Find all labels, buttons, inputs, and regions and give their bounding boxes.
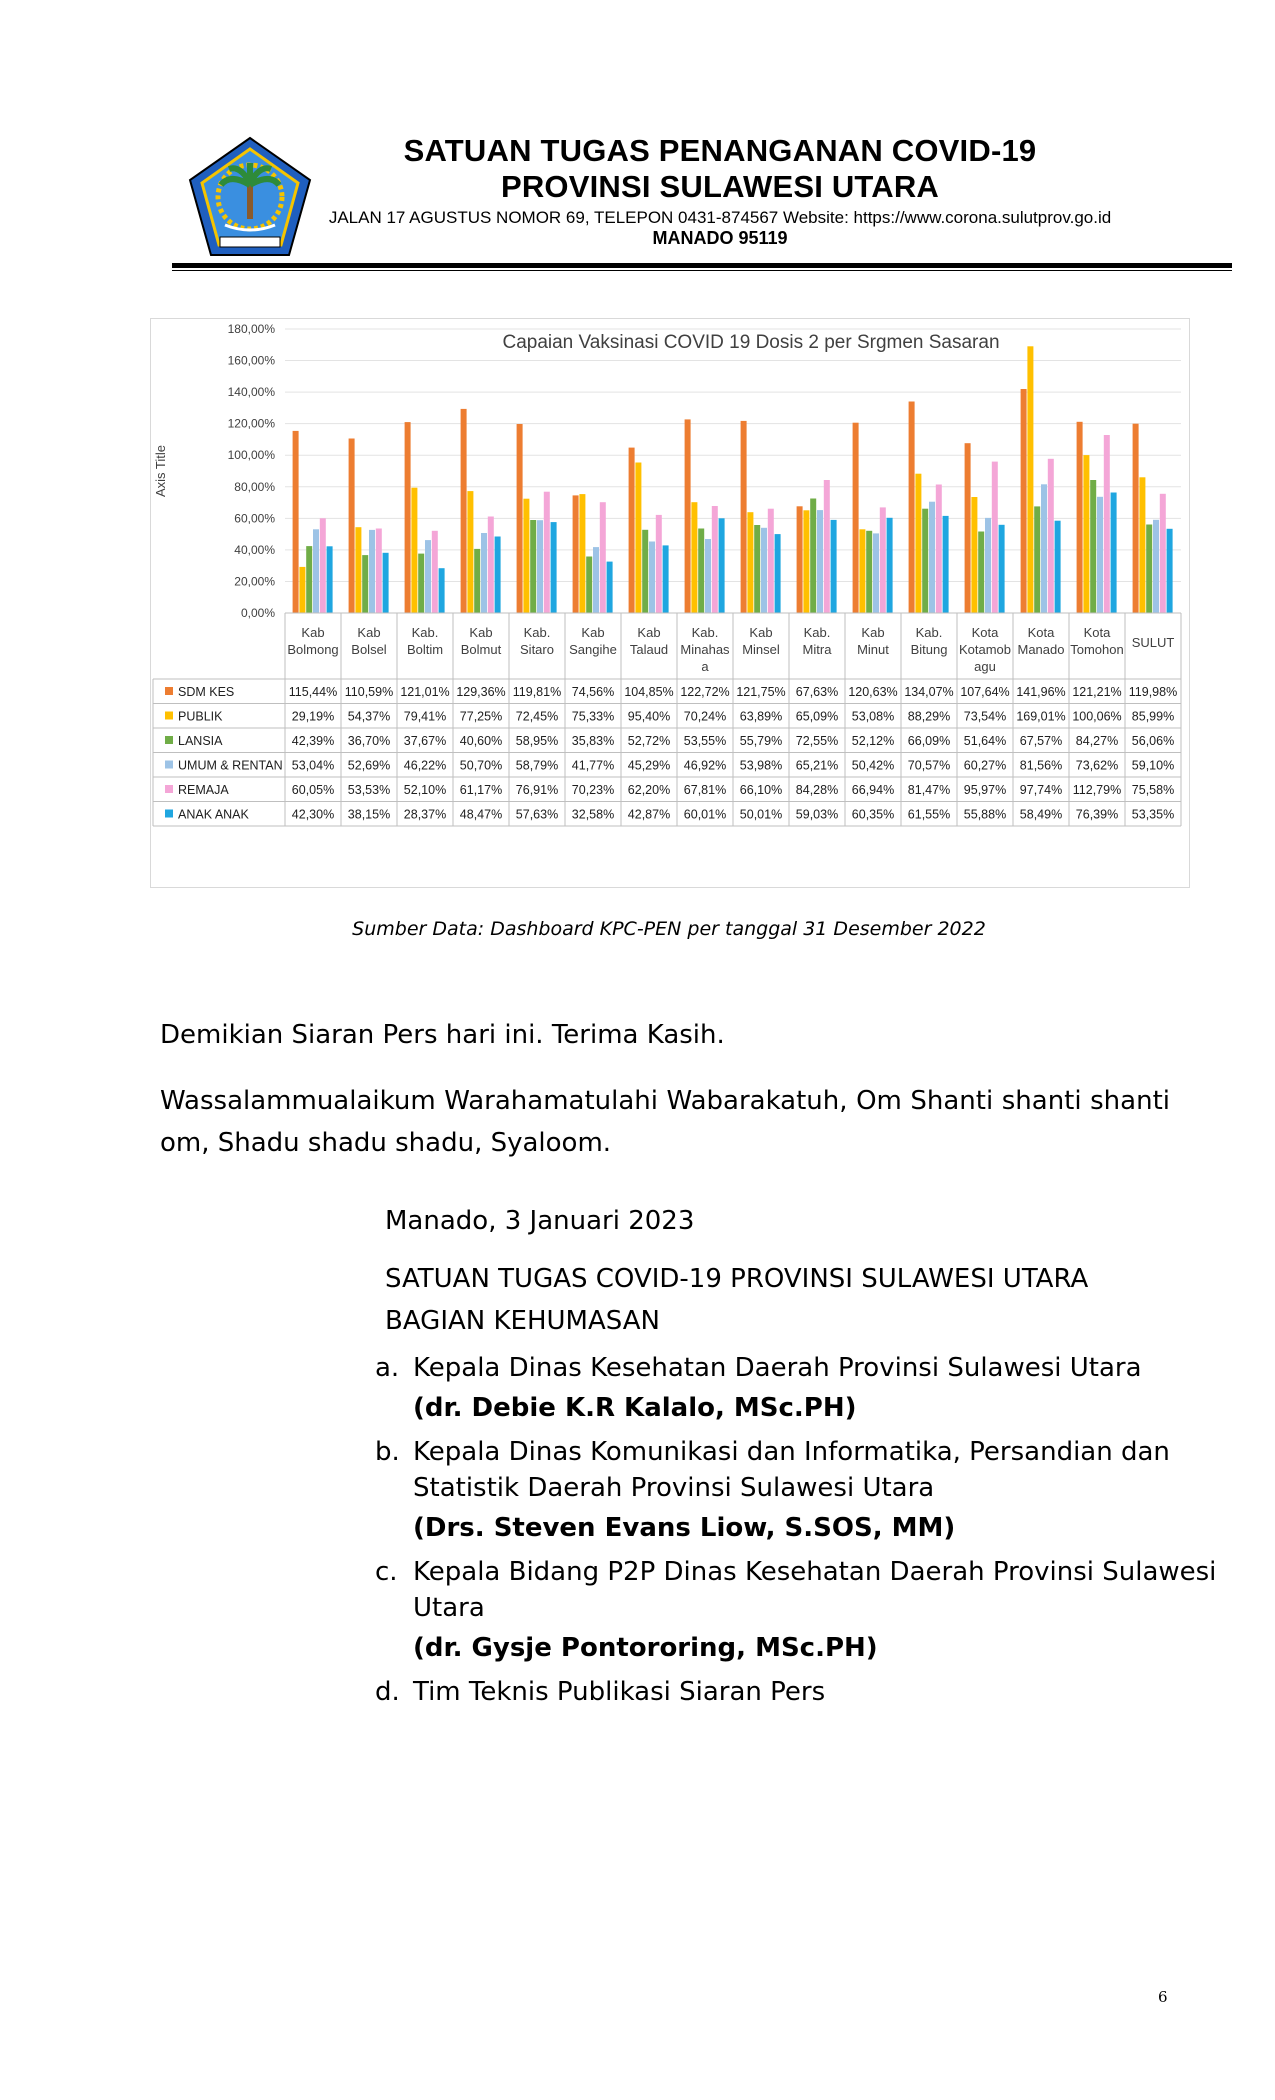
bar <box>1153 520 1159 613</box>
data-label: 74,56% <box>571 685 615 699</box>
bar <box>405 422 411 613</box>
category-label: Kab. <box>411 625 439 640</box>
bar <box>985 518 991 613</box>
signatory-role: Tim Teknis Publikasi Siaran Pers <box>413 1677 826 1707</box>
y-tick-label: 140,00% <box>227 385 275 400</box>
legend-label: SDM KES <box>178 685 235 699</box>
bar <box>1090 480 1096 613</box>
data-label: 104,85% <box>624 685 674 699</box>
data-label: 65,21% <box>795 758 839 773</box>
letterhead-city: MANADO 95119 <box>652 228 788 248</box>
data-label: 84,27% <box>1075 734 1119 748</box>
bar <box>965 443 971 613</box>
data-label: 52,10% <box>403 783 447 797</box>
bar <box>873 533 879 613</box>
data-label: 122,72% <box>680 685 730 699</box>
data-label: 35,83% <box>571 734 615 748</box>
data-label: 66,94% <box>851 783 895 797</box>
bar <box>1104 435 1110 613</box>
bar <box>992 462 998 613</box>
bar <box>866 531 872 613</box>
data-label: 112,79% <box>1072 783 1122 797</box>
data-label: 52,12% <box>851 734 895 748</box>
data-label: 42,87% <box>627 807 671 822</box>
bar <box>523 499 529 613</box>
bar <box>1133 424 1139 613</box>
letterhead-address: JALAN 17 AGUSTUS NOMOR 69, TELEPON 0431-874567 Website: https://www.corona.sulutprov.go.id <box>328 208 1112 227</box>
data-label: 62,20% <box>627 783 671 797</box>
bar <box>831 520 837 613</box>
y-axis-title: Axis Title <box>153 444 168 498</box>
data-label: 67,63% <box>795 685 839 699</box>
data-label: 45,29% <box>627 758 671 773</box>
letterhead-title-line1: SATUAN TUGAS PENANGANAN COVID-19 <box>403 133 1037 168</box>
data-label: 81,56% <box>1019 758 1063 773</box>
place-date: Manado, 3 Januari 2023 <box>385 1206 695 1236</box>
legend-swatch <box>165 687 173 695</box>
bar <box>369 530 375 613</box>
data-label: 55,88% <box>963 807 1007 822</box>
bar <box>649 542 655 614</box>
category-label: Kab <box>637 625 661 640</box>
bar <box>607 562 613 613</box>
bar <box>887 518 893 613</box>
bar <box>376 529 382 614</box>
y-tick-label: 160,00% <box>227 353 275 368</box>
list-marker: d. <box>375 1677 400 1707</box>
bar <box>929 502 935 613</box>
organization-line1: SATUAN TUGAS COVID-19 PROVINSI SULAWESI UTARA <box>385 1264 1089 1294</box>
bar <box>586 557 592 614</box>
data-label: 115,44% <box>288 685 338 699</box>
letterhead-divider-thick <box>172 263 1232 268</box>
bar <box>824 480 830 613</box>
bar <box>1021 389 1027 613</box>
organization-line2: BAGIAN KEHUMASAN <box>385 1306 660 1336</box>
data-label: 52,72% <box>627 734 671 748</box>
bar <box>685 419 691 613</box>
data-label: 42,39% <box>291 734 335 748</box>
data-label: 72,45% <box>515 709 559 724</box>
data-label: 59,10% <box>1131 758 1175 773</box>
data-label: 60,01% <box>683 807 727 822</box>
category-label: Bitung <box>910 642 948 657</box>
data-label: 65,09% <box>795 709 839 724</box>
bar <box>1027 346 1033 613</box>
greeting-paragraph: Wassalammualaikum Warahamatulahi Wabarakatuh, Om Shanti shanti shanti om, Shadu shadu shadu, Syaloom. <box>160 1086 1170 1158</box>
bar <box>922 509 928 613</box>
bar <box>853 423 859 613</box>
data-label: 66,09% <box>907 734 951 748</box>
category-label: Kab <box>301 625 325 640</box>
bar <box>1034 506 1040 613</box>
bar <box>579 494 585 613</box>
data-label: 60,27% <box>963 758 1007 773</box>
signatory-name: (dr. Gysje Pontororing, MSc.PH) <box>413 1633 878 1663</box>
category-label: Kab <box>861 625 885 640</box>
data-label: 59,03% <box>795 807 839 822</box>
data-label: 84,28% <box>795 783 839 797</box>
data-label: 58,95% <box>515 734 559 748</box>
bar <box>362 555 368 613</box>
data-label: 29,19% <box>291 709 335 724</box>
list-marker: c. <box>375 1557 398 1587</box>
data-label: 76,39% <box>1075 807 1119 822</box>
data-label: 56,06% <box>1131 734 1175 748</box>
data-label: 100,06% <box>1072 709 1122 724</box>
data-label: 53,53% <box>347 783 391 797</box>
data-label: 169,01% <box>1016 709 1066 724</box>
y-tick-label: 80,00% <box>234 479 275 494</box>
bar <box>775 534 781 613</box>
bar <box>691 502 697 613</box>
data-label: 38,15% <box>347 807 391 822</box>
bar <box>355 527 361 613</box>
signatory-item <box>375 1434 1225 1546</box>
category-label: Kab. <box>915 625 943 640</box>
bar <box>1041 484 1047 613</box>
bar <box>635 463 641 614</box>
bar <box>656 515 662 613</box>
y-tick-label: 180,00% <box>227 322 275 336</box>
vaccination-chart <box>150 318 1190 888</box>
data-label: 119,81% <box>512 685 562 699</box>
y-tick-label: 120,00% <box>227 416 275 431</box>
data-label: 55,79% <box>739 734 783 748</box>
bar <box>1160 494 1166 613</box>
data-label: 79,41% <box>403 709 447 724</box>
data-label: 50,01% <box>739 807 783 822</box>
bar <box>978 532 984 614</box>
bar <box>461 409 467 613</box>
signatory-role: Kepala Dinas Komunikasi dan Informatika, Persandian dan Statistik Daerah Provinsi Sulawesi Utara <box>413 1437 1170 1503</box>
bar <box>418 554 424 613</box>
bar <box>1139 477 1145 613</box>
category-label: Minsel <box>742 642 780 657</box>
bar <box>537 520 543 613</box>
bar <box>768 509 774 613</box>
bar <box>432 531 438 613</box>
bar <box>642 530 648 613</box>
data-label: 107,64% <box>960 685 1010 699</box>
category-label: Boltim <box>406 642 444 657</box>
bar <box>936 485 942 614</box>
category-label: Minut <box>857 642 889 657</box>
data-label: 110,59% <box>344 685 394 699</box>
bar <box>573 495 579 613</box>
data-label: 76,91% <box>515 783 559 797</box>
legend-label: LANSIA <box>178 734 223 748</box>
data-label: 58,79% <box>515 758 559 773</box>
category-label: Kota <box>1027 625 1055 640</box>
data-label: 73,62% <box>1075 758 1119 773</box>
chart-source-note: Sumber Data: Dashboard KPC-PEN per tanggal 31 Desember 2022 <box>352 918 986 940</box>
bar <box>915 474 921 613</box>
y-tick-label: 100,00% <box>227 448 275 463</box>
bar <box>383 553 389 613</box>
data-label: 63,89% <box>739 709 783 724</box>
chart-title: Capaian Vaksinasi COVID 19 Dosis 2 per Srgmen Sasaran <box>502 332 1000 353</box>
data-label: 88,29% <box>907 709 951 724</box>
data-label: 121,75% <box>736 685 786 699</box>
y-tick-label: 60,00% <box>234 511 275 526</box>
category-label: Minahas <box>680 642 730 657</box>
data-label: 141,96% <box>1016 685 1066 699</box>
data-label: 46,22% <box>403 758 447 773</box>
data-label: 36,70% <box>347 734 391 748</box>
page-number: 6 <box>1158 1988 1168 2006</box>
category-label: Kab. <box>803 625 831 640</box>
bar <box>474 549 480 613</box>
province-emblem-logo <box>185 135 315 260</box>
bar <box>761 528 767 613</box>
bar <box>719 518 725 613</box>
bar <box>320 518 326 613</box>
legend-label: PUBLIK <box>178 709 223 724</box>
bar <box>999 525 1005 613</box>
bar <box>306 546 312 613</box>
signature-block <box>375 1200 1225 1718</box>
category-label: Bolsel <box>351 642 387 657</box>
y-tick-label: 0,00% <box>240 606 275 620</box>
data-label: 66,10% <box>739 783 783 797</box>
bar <box>971 497 977 613</box>
data-label: 40,60% <box>459 734 503 748</box>
category-label: Kab. <box>691 625 719 640</box>
bar <box>1055 521 1061 613</box>
legend-swatch <box>165 761 173 769</box>
letterhead-divider-thin <box>172 270 1232 271</box>
data-label: 75,58% <box>1131 783 1175 797</box>
legend-swatch <box>165 810 173 818</box>
bar <box>817 510 823 613</box>
data-label: 70,57% <box>907 758 951 773</box>
bar <box>663 545 669 613</box>
y-tick-label: 20,00% <box>234 574 275 589</box>
bar <box>810 499 816 614</box>
bar <box>741 421 747 613</box>
bar <box>754 525 760 613</box>
category-label: Sitaro <box>520 642 554 657</box>
vaccination-chart-svg <box>151 319 1189 887</box>
category-label: Sangihe <box>569 642 617 657</box>
bar <box>600 502 606 613</box>
data-label: 28,37% <box>403 807 447 822</box>
data-label: 53,55% <box>683 734 727 748</box>
data-label: 42,30% <box>291 807 335 822</box>
letterhead-title-line2: PROVINSI SULAWESI UTARA <box>500 169 940 204</box>
data-label: 58,49% <box>1019 807 1063 822</box>
data-label: 52,69% <box>347 758 391 773</box>
bar <box>1083 455 1089 613</box>
bar <box>803 510 809 613</box>
data-label: 41,77% <box>571 758 615 773</box>
data-label: 53,98% <box>739 758 783 773</box>
category-label: Kab. <box>523 625 551 640</box>
data-label: 121,01% <box>400 685 450 699</box>
bar <box>1077 422 1083 613</box>
data-label: 60,35% <box>851 807 895 822</box>
bar <box>593 547 599 613</box>
bar <box>327 546 333 613</box>
bar <box>495 537 501 614</box>
category-label: Tomohon <box>1070 642 1124 657</box>
data-label: 50,42% <box>851 758 895 773</box>
signatory-role: Kepala Bidang P2P Dinas Kesehatan Daerah Provinsi Sulawesi Utara <box>413 1557 1217 1623</box>
bar <box>349 439 355 614</box>
category-label: agu <box>974 659 996 674</box>
signatory-name: (dr. Debie K.R Kalalo, MSc.PH) <box>413 1393 857 1423</box>
legend-swatch <box>165 712 173 720</box>
category-label: Kota <box>971 625 999 640</box>
data-label: 120,63% <box>848 685 898 699</box>
closing-sentence: Demikian Siaran Pers hari ini. Terima Kasih. <box>160 1020 725 1050</box>
data-label: 32,58% <box>571 807 615 822</box>
data-label: 70,23% <box>571 783 615 797</box>
bar <box>943 516 949 613</box>
bar <box>712 506 718 613</box>
data-label: 134,07% <box>904 685 954 699</box>
data-label: 97,74% <box>1019 783 1063 797</box>
bar <box>488 517 494 614</box>
data-label: 53,04% <box>291 758 335 773</box>
legend-swatch <box>165 785 173 793</box>
bar <box>629 448 635 613</box>
bar <box>439 568 445 613</box>
data-label: 54,37% <box>347 709 391 724</box>
data-label: 53,08% <box>851 709 895 724</box>
organization-name <box>385 1258 1225 1342</box>
category-label: Bolmong <box>287 642 339 657</box>
legend-swatch <box>165 736 173 744</box>
data-label: 95,40% <box>627 709 671 724</box>
data-label: 121,21% <box>1072 685 1122 699</box>
category-label: Kab <box>469 625 493 640</box>
bar <box>1097 497 1103 613</box>
category-label: Manado <box>1017 642 1065 657</box>
bar <box>551 522 557 613</box>
category-label: Kotamob <box>958 642 1012 657</box>
bar <box>909 402 915 614</box>
data-label: 50,70% <box>459 758 503 773</box>
bar <box>481 533 487 613</box>
bar <box>880 507 886 613</box>
category-label: Kota <box>1083 625 1111 640</box>
bar <box>299 567 305 613</box>
signatory-role: Kepala Dinas Kesehatan Daerah Provinsi Sulawesi Utara <box>413 1353 1142 1383</box>
data-label: 119,98% <box>1128 685 1178 699</box>
category-label: Kab <box>357 625 381 640</box>
bar <box>411 488 417 613</box>
bar <box>1048 459 1054 613</box>
bar <box>705 539 711 613</box>
data-label: 37,67% <box>403 734 447 748</box>
category-label: Kab <box>581 625 605 640</box>
category-label: a <box>701 659 709 674</box>
list-marker: a. <box>375 1353 400 1383</box>
data-label: 67,57% <box>1019 734 1063 748</box>
data-label: 67,81% <box>683 783 727 797</box>
signatory-item <box>375 1674 1225 1710</box>
data-label: 75,33% <box>571 709 615 724</box>
data-label: 53,35% <box>1131 807 1175 822</box>
category-label: Mitra <box>802 642 832 657</box>
data-label: 61,55% <box>907 807 951 822</box>
signatory-name: (Drs. Steven Evans Liow, S.SOS, MM) <box>413 1513 956 1543</box>
data-label: 51,64% <box>963 734 1007 748</box>
category-label: Bolmut <box>460 642 502 657</box>
bar <box>313 529 319 613</box>
signatory-list <box>375 1350 1225 1710</box>
data-label: 77,25% <box>459 709 503 724</box>
bar <box>544 492 550 613</box>
legend-label: ANAK ANAK <box>178 807 249 822</box>
legend-label: UMUM & RENTAN <box>178 758 283 773</box>
data-label: 85,99% <box>1131 709 1175 724</box>
y-tick-label: 40,00% <box>234 542 275 557</box>
data-label: 48,47% <box>459 807 503 822</box>
data-label: 57,63% <box>515 807 559 822</box>
category-label: SULUT <box>1131 635 1175 650</box>
bar <box>425 540 431 613</box>
bar <box>859 529 865 613</box>
data-label: 46,92% <box>683 758 727 773</box>
data-label: 70,24% <box>683 709 727 724</box>
signatory-item <box>375 1350 1225 1426</box>
bar <box>293 431 299 613</box>
data-label: 81,47% <box>907 783 951 797</box>
data-label: 61,17% <box>459 783 503 797</box>
category-label: Talaud <box>629 642 669 657</box>
bar <box>1167 529 1173 613</box>
data-label: 95,97% <box>963 783 1007 797</box>
bar <box>467 491 473 613</box>
letterhead <box>320 133 1120 248</box>
legend-label: REMAJA <box>178 783 229 797</box>
list-marker: b. <box>375 1437 400 1467</box>
bar <box>517 424 523 613</box>
signatory-item <box>375 1554 1225 1666</box>
data-label: 129,36% <box>456 685 506 699</box>
data-label: 73,54% <box>963 709 1007 724</box>
data-label: 72,55% <box>795 734 839 748</box>
bar <box>747 512 753 613</box>
data-label: 60,05% <box>291 783 335 797</box>
bar <box>1146 525 1152 614</box>
bar <box>797 506 803 613</box>
bar <box>1111 493 1117 614</box>
bar <box>698 529 704 614</box>
category-label: Kab <box>749 625 773 640</box>
bar <box>530 520 536 613</box>
